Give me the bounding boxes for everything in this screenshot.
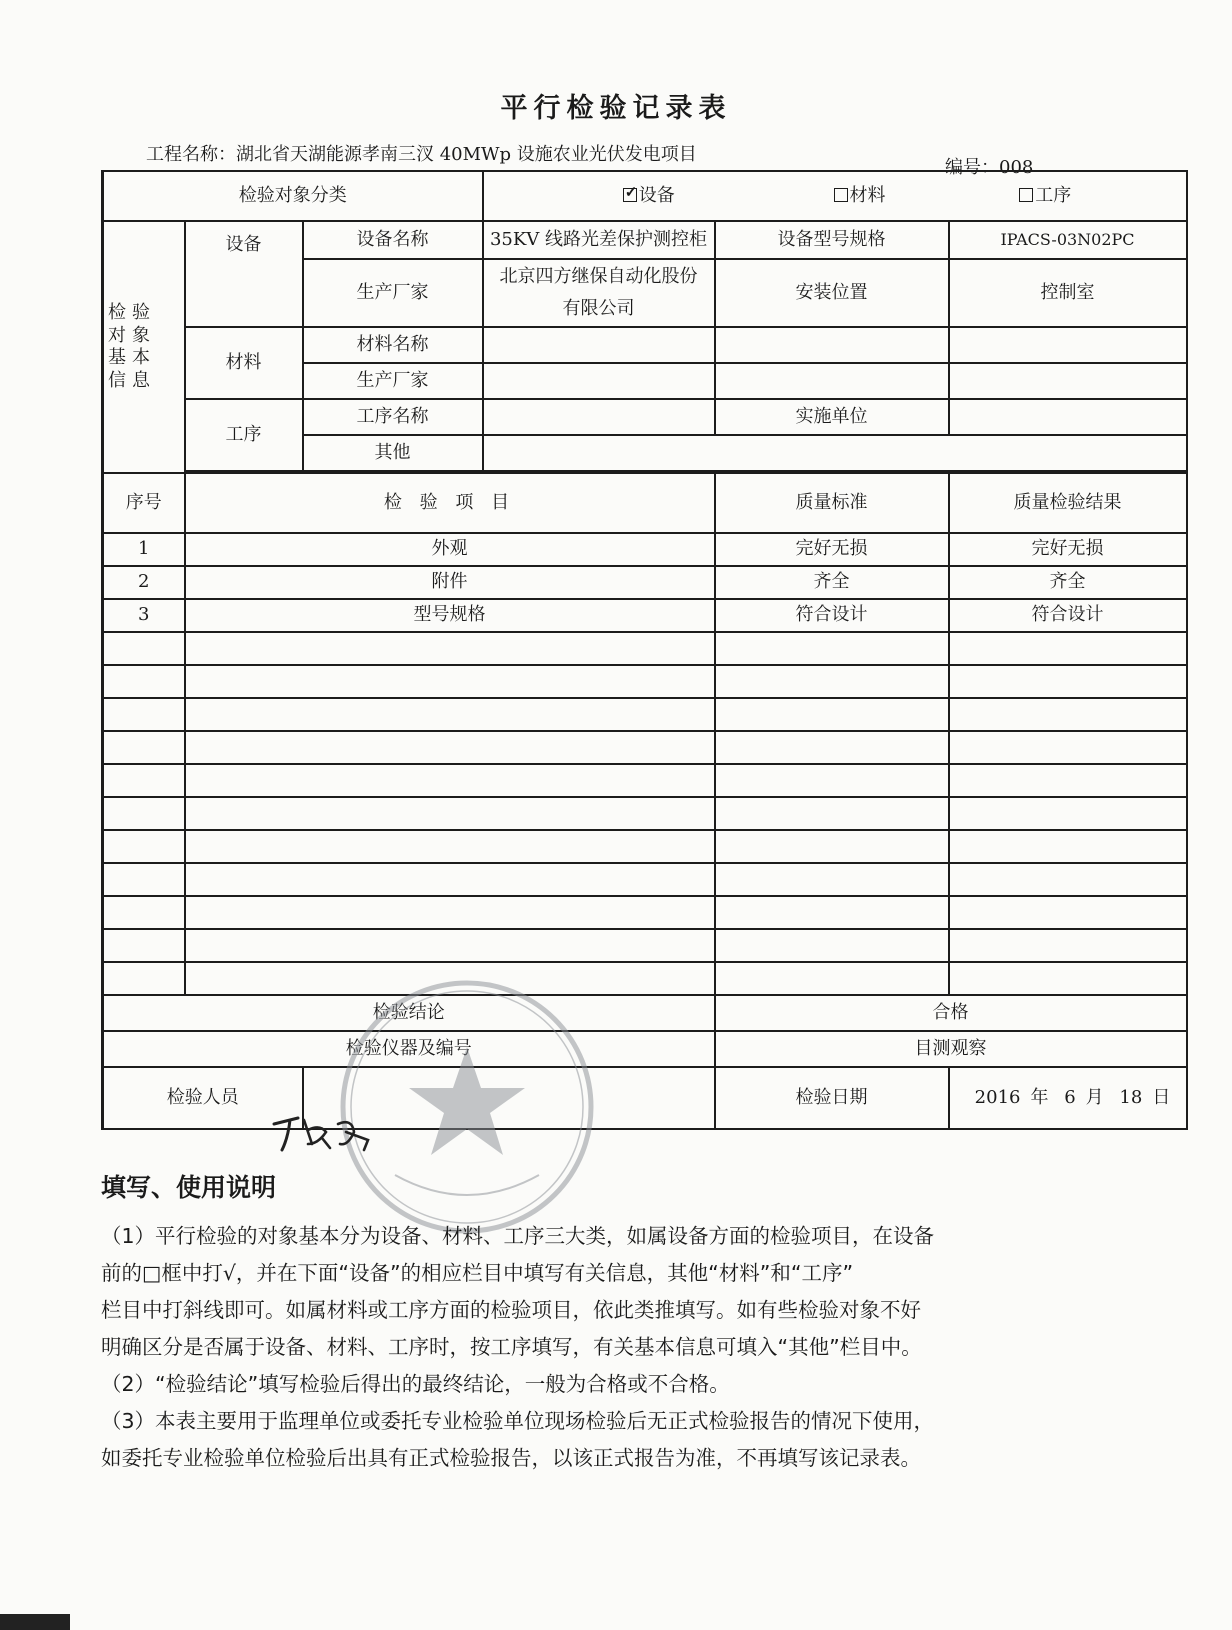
scan-edge-mark — [0, 1614, 70, 1630]
equipment-maker-label: 生产厂家 — [303, 259, 483, 327]
conclusion-value: 合格 — [715, 995, 1187, 1031]
table-row-empty — [103, 797, 1187, 830]
items-header-row — [103, 473, 1187, 533]
material-row-1 — [103, 327, 1187, 363]
table-row-empty — [103, 731, 1187, 764]
equipment-maker-value: 北京四方继保自动化股份有限公司 — [483, 259, 715, 327]
item-name: 附件 — [185, 566, 715, 599]
equipment-name-label: 设备名称 — [303, 221, 483, 259]
category-options — [483, 171, 1187, 221]
table-row-empty — [103, 764, 1187, 797]
material-extra-label — [715, 363, 949, 399]
equipment-location-label: 安装位置 — [715, 259, 949, 327]
option-process[interactable]: 工序 — [965, 185, 1125, 208]
item-result: 符合设计 — [949, 599, 1187, 632]
material-name-value — [483, 327, 715, 363]
checkbox-icon[interactable] — [1019, 188, 1033, 202]
instructions — [101, 1168, 1201, 1477]
item-no: 1 — [103, 533, 185, 566]
signature — [268, 1110, 378, 1156]
option-equipment[interactable]: ✓ 设备 — [624, 182, 675, 206]
instruction-line: （2）“检验结论”填写检验后得出的最终结论，一般为合格或不合格。 — [101, 1372, 730, 1396]
category-label: 检验对象分类 — [103, 171, 483, 221]
equipment-model-label: 设备型号规格 — [715, 221, 949, 259]
item-standard: 完好无损 — [715, 533, 949, 566]
table-row-empty — [103, 665, 1187, 698]
table-row-empty — [103, 698, 1187, 731]
process-other-label: 其他 — [303, 435, 483, 471]
category-row — [103, 171, 1187, 221]
process-unit-value — [949, 399, 1187, 435]
material-name-label: 材料名称 — [303, 327, 483, 363]
instruction-line: 前的□框中打√，并在下面“设备”的相应栏目中填写有关信息，其他“材料”和“工序” — [101, 1261, 854, 1285]
equipment-model-value: IPACS-03N02PC — [949, 221, 1187, 259]
item-name: 型号规格 — [185, 599, 715, 632]
item-no: 2 — [103, 566, 185, 599]
inspector-row — [103, 1067, 1187, 1129]
table-row-empty — [103, 896, 1187, 929]
instruction-line: （3）本表主要用于监理单位或委托专业检验单位现场检验后无正式检验报告的情况下使用， — [101, 1409, 935, 1433]
item-standard: 符合设计 — [715, 599, 949, 632]
basic-info-label: 检验对象基本信息 — [103, 221, 185, 473]
header-standard: 质量标准 — [715, 473, 949, 533]
date-value: 2016 年 6 月 18 日 — [949, 1067, 1187, 1129]
material-spec-value — [949, 327, 1187, 363]
equipment-location-value: 控制室 — [949, 259, 1187, 327]
page-title: 平行检验记录表 — [500, 93, 732, 124]
instrument-label: 检验仪器及编号 — [103, 1031, 715, 1067]
instruction-line: 如委托专业检验单位检验后出具有正式检验报告，以该正式报告为准，不再填写该记录表。 — [101, 1446, 921, 1470]
option-material[interactable]: 材料 — [760, 185, 960, 208]
table-row — [103, 599, 1187, 632]
process-label: 工序 — [185, 399, 303, 471]
table-row-empty — [103, 863, 1187, 896]
instruction-line: （1）平行检验的对象基本分为设备、材料、工序三大类，如属设备方面的检验项目，在设备 — [101, 1224, 935, 1248]
table-row-empty — [103, 632, 1187, 665]
inspector-label: 检验人员 — [103, 1067, 303, 1129]
table-row — [103, 566, 1187, 599]
process-unit-label: 实施单位 — [715, 399, 949, 435]
header-result: 质量检验结果 — [949, 473, 1187, 533]
process-name-label: 工序名称 — [303, 399, 483, 435]
equipment-name-value: 35KV 线路光差保护测控柜 — [483, 221, 715, 259]
material-extra-value — [949, 363, 1187, 399]
material-maker-label: 生产厂家 — [303, 363, 483, 399]
item-result: 完好无损 — [949, 533, 1187, 566]
material-maker-value — [483, 363, 715, 399]
item-name: 外观 — [185, 533, 715, 566]
conclusion-label: 检验结论 — [103, 995, 715, 1031]
instruction-line: 明确区分是否属于设备、材料、工序时，按工序填写，有关基本信息可填入“其他”栏目中。 — [101, 1335, 922, 1359]
item-standard: 齐全 — [715, 566, 949, 599]
checkbox-icon[interactable] — [834, 188, 848, 202]
instruction-line: 栏目中打斜线即可。如属材料或工序方面的检验项目，依此类推填写。如有些检验对象不好 — [101, 1298, 921, 1322]
process-name-value — [483, 399, 715, 435]
serial-number: 编号：008 — [945, 157, 1034, 178]
instructions-heading: 填写、使用说明 — [101, 1173, 277, 1202]
item-result: 齐全 — [949, 566, 1187, 599]
equipment-row-1 — [103, 221, 1187, 259]
table-row-empty — [103, 830, 1187, 863]
table-row-empty — [103, 962, 1187, 995]
table-row-empty — [103, 929, 1187, 962]
material-spec-label — [715, 327, 949, 363]
instrument-row — [103, 1031, 1187, 1067]
instrument-value: 目测观察 — [715, 1031, 1187, 1067]
date-label: 检验日期 — [715, 1067, 949, 1129]
process-row-1 — [103, 399, 1187, 435]
checkbox-checked-icon[interactable]: ✓ — [624, 182, 638, 201]
project-name: 工程名称：湖北省天湖能源孝南三汊 40MWp 设施农业光伏发电项目 — [146, 144, 697, 165]
material-label: 材料 — [185, 327, 303, 399]
inspection-form — [101, 170, 1188, 1130]
equipment-label: 设备 — [185, 221, 303, 327]
process-other-value — [483, 435, 1187, 471]
item-no: 3 — [103, 599, 185, 632]
table-row — [103, 533, 1187, 566]
header-item: 检 验 项 目 — [185, 473, 715, 533]
conclusion-row — [103, 995, 1187, 1031]
header-no: 序号 — [103, 473, 185, 533]
